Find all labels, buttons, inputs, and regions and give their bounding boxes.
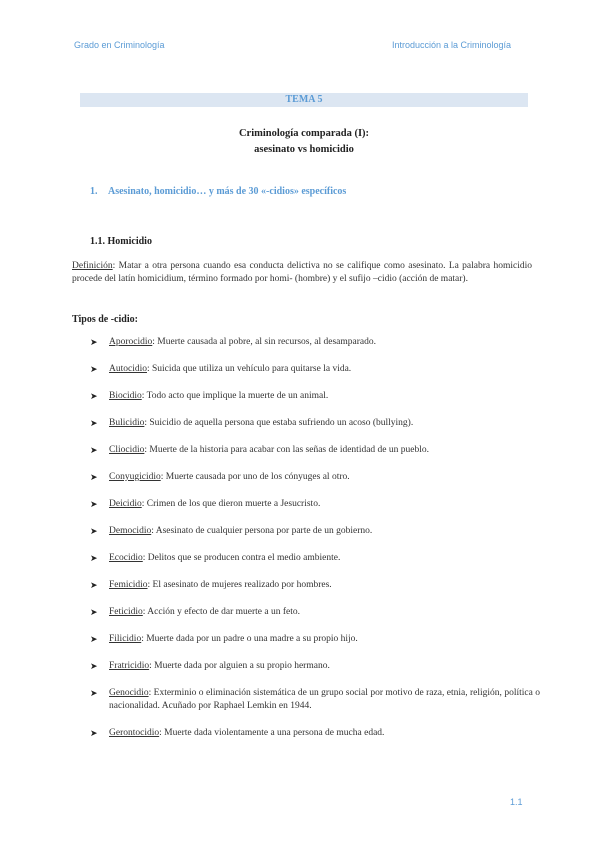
arrow-bullet-icon: ➤ (90, 391, 98, 401)
document-title-line1: Criminología comparada (I): (238, 128, 370, 139)
tema-banner (80, 93, 528, 107)
item-term: Conyugicidio (109, 472, 161, 482)
item-text: : Muerte causada por uno de los cónyuges al otro. (160, 472, 350, 482)
item-term: Feticidio (109, 607, 143, 617)
item-term: Ecocidio (109, 553, 143, 563)
list-item (90, 633, 540, 646)
item-term: Gerontocidio (109, 728, 160, 738)
arrow-bullet-icon: ➤ (90, 553, 98, 563)
document-title-line2: asesinato vs homicidio (254, 144, 354, 155)
types-heading: Tipos de -cidio: (72, 314, 138, 325)
item-text: : Muerte dada violentamente a una persona de mucha edad. (159, 728, 385, 738)
list-item (90, 687, 540, 713)
header-left: Grado en Criminología (74, 40, 165, 50)
item-text: : Todo acto que implique la muerte de un animal. (141, 391, 329, 401)
item-text: : Crimen de los que dieron muerte a Jesucristo. (141, 499, 321, 509)
list-item (90, 579, 540, 592)
item-term: Deicidio (109, 499, 142, 509)
item-term: Filicidio (109, 634, 142, 644)
arrow-bullet-icon: ➤ (90, 580, 98, 590)
arrow-bullet-icon: ➤ (90, 418, 98, 428)
item-text: : Suicidio de aquella persona que estaba sufriendo un acoso (bullying). (144, 418, 414, 428)
item-text: : Suicida que utiliza un vehículo para quitarse la vida. (147, 364, 352, 374)
arrow-bullet-icon: ➤ (90, 688, 98, 698)
arrow-bullet-icon: ➤ (90, 661, 98, 671)
list-item (90, 444, 540, 457)
arrow-bullet-icon: ➤ (90, 607, 98, 617)
list-item (90, 363, 540, 376)
arrow-bullet-icon: ➤ (90, 337, 98, 347)
arrow-bullet-icon: ➤ (90, 634, 98, 644)
item-term: Biocidio (109, 391, 142, 401)
arrow-bullet-icon: ➤ (90, 526, 98, 536)
cidio-list (90, 336, 540, 754)
item-text: : Muerte causada al pobre, al sin recursos, al desamparado. (152, 337, 376, 347)
list-item (90, 727, 540, 740)
list-item (90, 552, 540, 565)
item-term: Autocidio (109, 364, 147, 374)
section-title: Asesinato, homicidio… y más de 30 «-cidios» específicos (108, 186, 347, 197)
page-number: 1.1 (510, 797, 523, 807)
arrow-bullet-icon: ➤ (90, 472, 98, 482)
item-text: : Exterminio o eliminación sistemática de un grupo social por motivo de raza, etnia, religión, política o nacionalidad. Acuñado por Raphael Lemkin en 1944. (109, 688, 540, 711)
definition-text: : Matar a otra persona cuando esa conducta delictiva no se califique como asesinato. La palabra homicidio procede del latín homicidium, término formado por homi- (hombre) y el sufijo –cidio (acción de matar). (72, 261, 532, 284)
arrow-bullet-icon: ➤ (90, 499, 98, 509)
section-number: 1. (90, 186, 98, 197)
item-term: Democidio (109, 526, 152, 536)
item-text: : Asesinato de cualquier persona por parte de un gobierno. (151, 526, 373, 536)
subsection-heading: 1.1. Homicidio (90, 236, 152, 247)
list-item (90, 417, 540, 430)
item-text: : Acción y efecto de dar muerte a un feto. (142, 607, 300, 617)
list-item (90, 498, 540, 511)
list-item (90, 336, 540, 349)
item-text: : Muerte de la historia para acabar con las señas de identidad de un pueblo. (144, 445, 430, 455)
header-right: Introducción a la Criminología (392, 40, 512, 50)
definition-paragraph (72, 260, 532, 286)
item-term: Cliocidio (109, 445, 145, 455)
tema-label: TEMA 5 (285, 94, 323, 105)
list-item (90, 390, 540, 403)
item-text: : Delitos que se producen contra el medio ambiente. (142, 553, 341, 563)
list-item (90, 471, 540, 484)
section-heading (90, 186, 346, 197)
item-term: Femicidio (109, 580, 148, 590)
item-term: Bulicidio (109, 418, 145, 428)
item-text: : El asesinato de mujeres realizado por hombres. (147, 580, 332, 590)
item-term: Aporocidio (109, 337, 153, 347)
item-text: : Muerte dada por alguien a su propio hermano. (149, 661, 330, 671)
arrow-bullet-icon: ➤ (90, 364, 98, 374)
list-item (90, 660, 540, 673)
arrow-bullet-icon: ➤ (90, 445, 98, 455)
item-term: Fratricidio (109, 661, 150, 671)
arrow-bullet-icon: ➤ (90, 728, 98, 738)
item-text: : Muerte dada por un padre o una madre a su propio hijo. (141, 634, 358, 644)
definition-term: Definición (72, 261, 113, 271)
item-term: Genocidio (109, 688, 149, 698)
list-item (90, 525, 540, 538)
list-item (90, 606, 540, 619)
